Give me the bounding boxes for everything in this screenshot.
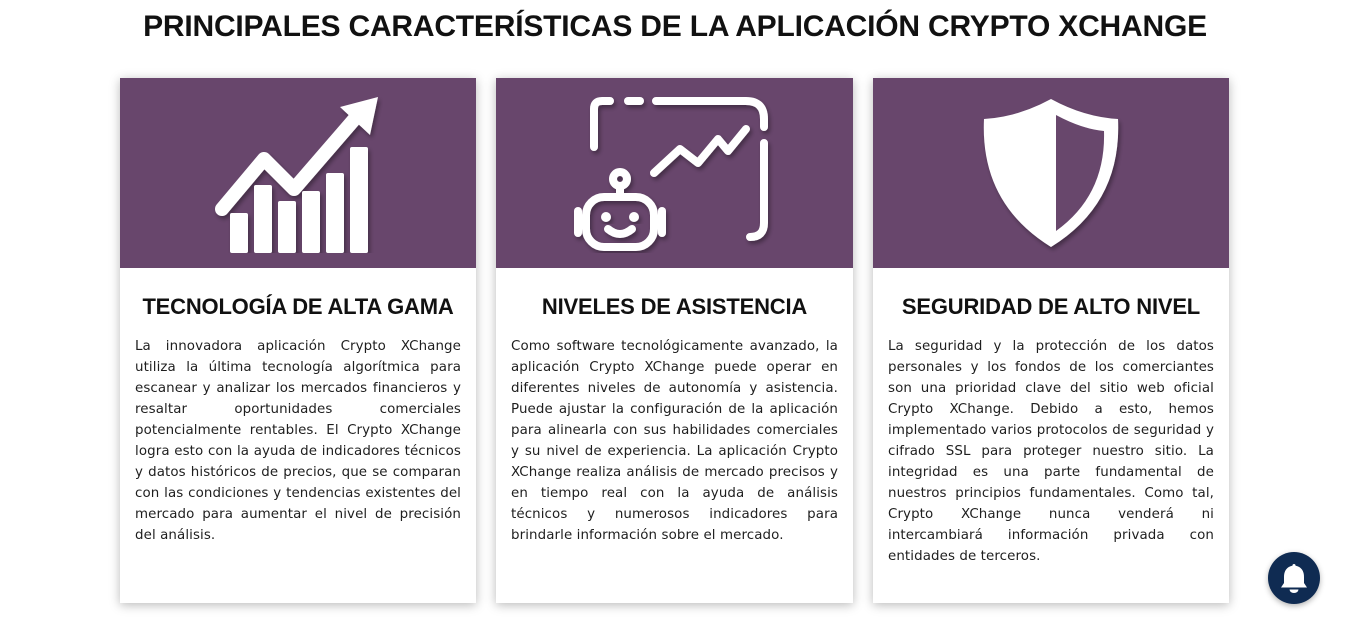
growth-chart-icon — [208, 93, 388, 253]
feature-card-banner — [496, 78, 853, 268]
feature-card-title: TECNOLOGÍA DE ALTA GAMA — [142, 294, 454, 319]
page-title: PRINCIPALES CARACTERÍSTICAS DE LA APLICACIÓN CRYPTO XCHANGE — [143, 10, 1207, 43]
feature-card-text: Como software tecnológicamente avanzado, la aplicación Crypto XChange puede operar en diferentes niveles de autonomía y asistencia. Puede ajustar la configuración de la aplicación para alinearla con sus habilidades comerciales y su nivel de experiencia. La aplicación Crypto XChange realiza análisis de mercado precisos y en tiempo real con la ayuda de análisis técnicos y numerosos indicadores para brindarle información sobre el mercado. — [511, 339, 838, 543]
shield-icon — [976, 93, 1126, 253]
feature-card-banner — [873, 78, 1229, 268]
feature-card-text: La seguridad y la protección de los datos personales y los fondos de los comerciantes son una prioridad clave del sitio web oficial Crypto XChange. Debido a esto, hemos implementado varios protocolos de seguridad y cifrado SSL para proteger nuestro sitio. La integridad es una parte fundamental de nuestros principios fundamentales. Como tal, Crypto XChange nunca venderá ni intercambiará información privada con entidades de terceros. — [888, 339, 1214, 564]
robot-trading-icon — [570, 93, 780, 253]
feature-card-title: NIVELES DE ASISTENCIA — [541, 294, 808, 319]
features-section — [120, 78, 1230, 603]
notification-bell-button[interactable] — [1268, 552, 1320, 604]
bell-icon — [1279, 562, 1309, 594]
feature-card-assistance — [496, 78, 853, 603]
feature-card-banner — [120, 78, 476, 268]
feature-card-technology — [120, 78, 476, 603]
feature-card-security — [873, 78, 1229, 603]
feature-card-title: SEGURIDAD DE ALTO NIVEL — [901, 294, 1201, 319]
feature-card-text: La innovadora aplicación Crypto XChange utiliza la última tecnología algorítmica para escanear y analizar los mercados financieros y resaltar oportunidades comerciales potencialmente rentables. El Crypto XChange logra esto con la ayuda de indicadores técnicos y datos históricos de precios, que se comparan con las condiciones y tendencias existentes del mercado para aumentar el nivel de precisión del análisis. — [135, 339, 461, 543]
